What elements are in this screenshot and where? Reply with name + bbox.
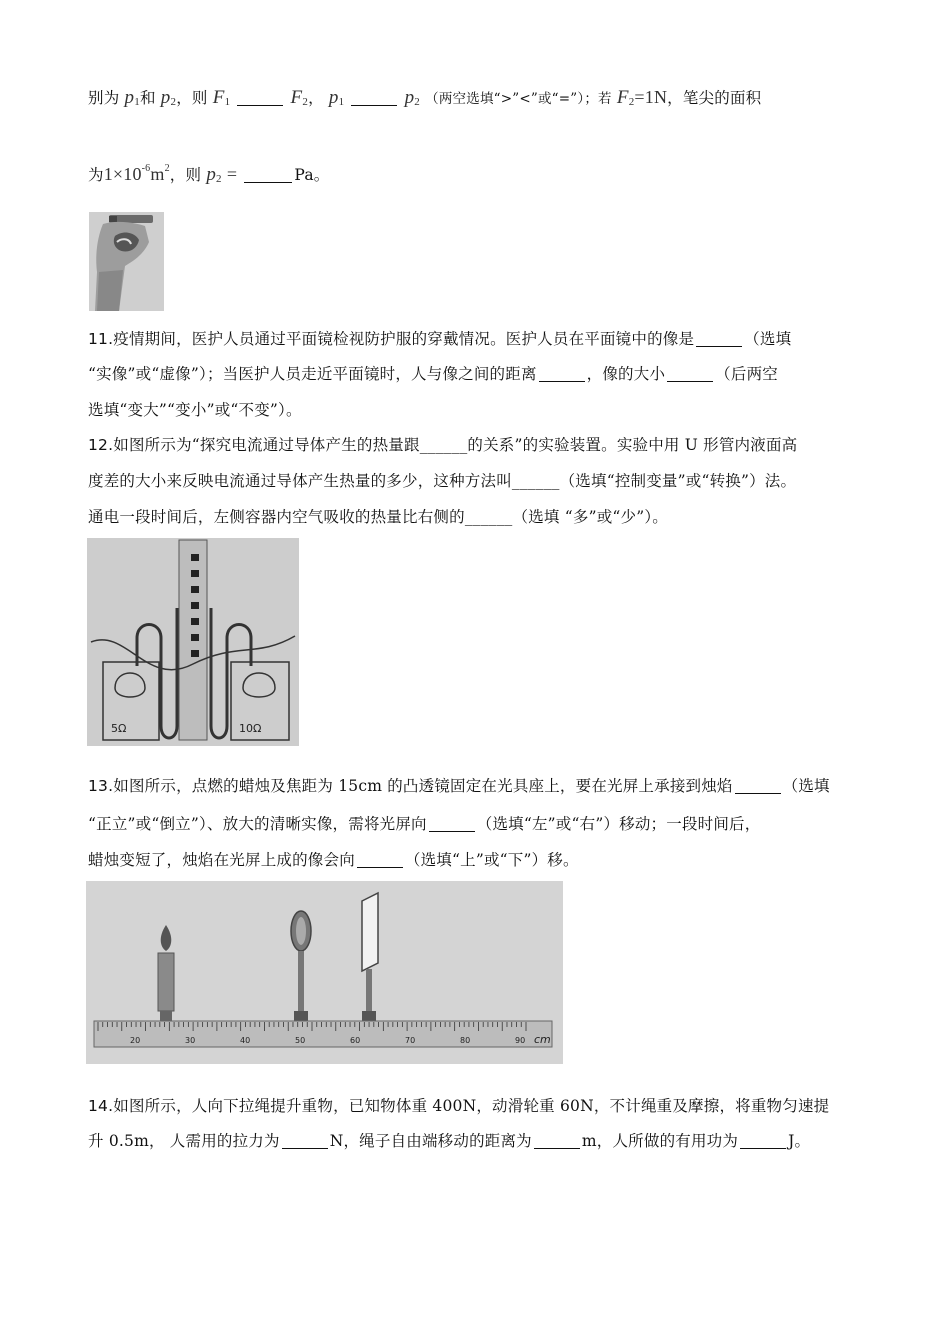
f2-symbol: F2: [290, 87, 309, 108]
answer-blank-heat-compare[interactable]: ______: [464, 508, 513, 526]
resistor-10-label: 10Ω: [239, 722, 262, 735]
ruler-label: 50: [295, 1036, 306, 1045]
p2-symbol: p2: [206, 164, 222, 185]
q11-line-1: 11.疫情期间，医护人员通过平面镜检视防护服的穿戴情况。医护人员在平面镜中的像是 （选填: [88, 330, 792, 348]
answer-blank-p-compare[interactable]: [351, 90, 397, 107]
resistor-5-label: 5Ω: [111, 722, 127, 735]
q11-line-3: 选填“变大”“变小”或“不变”）。: [88, 401, 302, 419]
answer-blank-factor[interactable]: ______: [419, 436, 468, 454]
q12-line-1: 12.如图所示为“探究电流通过导体产生的热量跟______的关系”的实验装置。实验中用 U 形管内液面高: [88, 436, 798, 454]
answer-blank-p2[interactable]: [244, 167, 292, 184]
p2-symbol: p2: [404, 87, 420, 108]
ruler-label: 80: [460, 1036, 471, 1045]
q12-line-3: 通电一段时间后，左侧容器内空气吸收的热量比右侧的______（选填 “多”或“少”）。: [88, 508, 668, 526]
answer-blank-pull-force[interactable]: [282, 1133, 328, 1150]
q14-line-2: 升 0.5m， 人需用的拉力为 N，绳子自由端移动的距离为 m，人所做的有用功为 J。: [88, 1132, 811, 1150]
q13-line-3: 蜡烛变短了，烛焰在光屏上成的像会向 （选填“上”或“下”）移。: [88, 851, 579, 869]
answer-blank-image-type[interactable]: [696, 331, 742, 348]
answer-blank-distance[interactable]: [539, 366, 585, 383]
q11-line-2: “实像”或“虚像”）；当医护人员走近平面镜时，人与像之间的距离 ，像的大小 （后两空: [88, 365, 778, 383]
hand-pencil-drawing: [89, 212, 164, 311]
area-value: $1\times 10^{-6}m^2$: [103, 163, 170, 184]
hand-pencil-figure: [89, 212, 164, 311]
optical-bench-drawing: [86, 881, 563, 1064]
q10-line-1: 别为 p1和 p2，则 F1 F2， p1 p2 （两空选填“>”<”或“=”）；若 F2=1N，笔尖的面积: [88, 87, 762, 108]
ruler-label: 40: [240, 1036, 251, 1045]
p1-symbol: p1: [328, 87, 345, 108]
answer-blank-movement[interactable]: [357, 852, 403, 869]
ruler-unit-label: cm: [534, 1033, 551, 1046]
u-tube-apparatus-figure: [87, 538, 299, 746]
f2-symbol: F2: [616, 87, 635, 108]
optical-bench-figure: [86, 881, 563, 1064]
answer-blank-image-size[interactable]: [667, 366, 713, 383]
ruler-label: 70: [405, 1036, 416, 1045]
answer-blank-rope-distance[interactable]: [534, 1133, 580, 1150]
ruler-label: 90: [515, 1036, 526, 1045]
q14-line-1: 14.如图所示，人向下拉绳提升重物，已知物体重 400N，动滑轮重 60N，不计绳重及摩擦，将重物匀速提: [88, 1097, 830, 1115]
ruler-label: 30: [185, 1036, 196, 1045]
ruler-label: 60: [350, 1036, 361, 1045]
q10-line-2: 为$1\times 10^{-6}m^2$，则 p2 = Pa。: [88, 163, 330, 185]
q13-line-1: 13.如图所示，点燃的蜡烛及焦距为 15cm 的凸透镜固定在光具座上，要在光屏上承接到烛焰 （选填: [88, 777, 830, 795]
p1-symbol: p1: [124, 87, 140, 108]
ruler-label: 20: [130, 1036, 141, 1045]
answer-blank-method[interactable]: ______: [511, 472, 560, 490]
answer-blank-orientation[interactable]: [735, 778, 781, 795]
answer-blank-direction[interactable]: [429, 816, 475, 833]
answer-blank-f-compare[interactable]: [237, 90, 283, 107]
u-tube-apparatus-drawing: [87, 538, 299, 746]
answer-blank-useful-work[interactable]: [740, 1133, 786, 1150]
p2-symbol: p2: [160, 87, 177, 108]
q13-line-2: “正立”或“倒立”）、放大的清晰实像，需将光屏向 （选填“左”或“右”）移动；一段时间后，: [88, 815, 761, 833]
q12-line-2: 度差的大小来反映电流通过导体产生热量的多少，这种方法叫______（选填“控制变量”或“转换”）法。: [88, 472, 797, 490]
f1-symbol: F1: [212, 87, 231, 108]
